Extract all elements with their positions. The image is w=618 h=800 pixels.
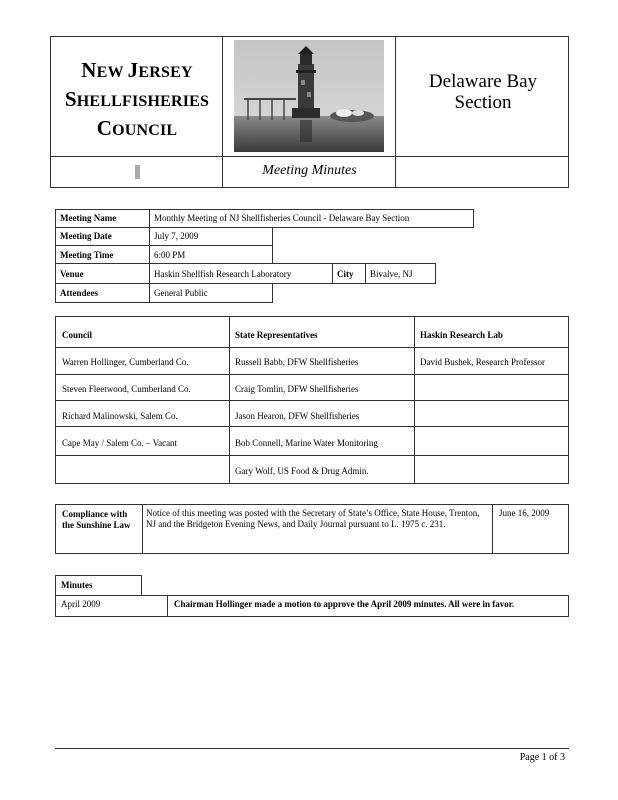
- compliance-table: [55, 504, 569, 554]
- doc-title: Meeting Minutes: [262, 163, 357, 178]
- meeting-time-label: Meeting Time: [60, 250, 114, 260]
- table-cell: Warren Hollinger, Cumberland Co.: [62, 357, 189, 367]
- minutes-item-text: Chairman Hollinger made a motion to approve the April 2009 minutes. All were in favor.: [174, 599, 515, 609]
- minutes-item-label: April 2009: [61, 599, 101, 609]
- compliance-text: Notice of this meeting was posted with the Secretary of State’s Office, State House, Trenton, NJ and the Bridgeton Evening News, and Daily Journal pursuant to L. 1975 c. 231.: [146, 508, 480, 529]
- table-cell: Gary Wolf, US Food & Drug Admin.: [235, 466, 369, 476]
- compliance-date: June 16, 2009: [499, 508, 550, 518]
- lighthouse-photo: [234, 40, 384, 152]
- meeting-time-value: 6:00 PM: [154, 250, 186, 260]
- col-header-haskin: Haskin Research Lab: [420, 330, 503, 340]
- header-block: [50, 36, 569, 188]
- venue-label: Venue: [60, 269, 84, 279]
- city-value: Bivalve, NJ: [370, 269, 413, 279]
- footer-rule: [55, 748, 569, 749]
- meeting-name-label: Meeting Name: [60, 213, 117, 223]
- table-cell: Cape May / Salem Co. – Vacant: [62, 438, 178, 448]
- col-header-state-reps: State Representatives: [235, 330, 318, 340]
- attendance-table: [55, 316, 569, 484]
- meeting-date-value: July 7, 2009: [154, 231, 199, 241]
- venue-value: Haskin Shellfish Research Laboratory: [154, 269, 292, 279]
- table-cell: Richard Malinowski, Salem Co.: [62, 411, 178, 421]
- attendees-value: General Public: [154, 288, 208, 298]
- table-cell: Steven Fleetwood, Cumberland Co.: [62, 384, 191, 394]
- table-cell: Jason Hearon, DFW Shellfisheries: [235, 411, 360, 421]
- meeting-date-label: Meeting Date: [60, 231, 112, 241]
- minutes-label: Minutes: [61, 580, 93, 590]
- page-number: Page 1 of 3: [519, 752, 565, 763]
- table-cell: Russell Babb, DFW Shellfisheries: [235, 357, 359, 367]
- attendees-label: Attendees: [60, 288, 98, 298]
- table-cell: Craig Tomlin, DFW Shellfisheries: [235, 384, 359, 394]
- section-name: Delaware Bay Section: [428, 71, 538, 113]
- meeting-name-value: Monthly Meeting of NJ Shellfisheries Council - Delaware Bay Section: [154, 213, 410, 223]
- bar-mark: [135, 165, 140, 179]
- city-label: City: [337, 269, 354, 279]
- table-cell: David Bushek, Research Professor: [420, 357, 545, 367]
- table-cell: Bob Connell, Marine Water Monitoring: [235, 438, 378, 448]
- org-name: NEW JERSEY SHELLFISHERIES COUNCIL: [64, 58, 210, 140]
- col-header-council: Council: [62, 330, 93, 340]
- compliance-label: Compliance with the Sunshine Law: [62, 509, 131, 530]
